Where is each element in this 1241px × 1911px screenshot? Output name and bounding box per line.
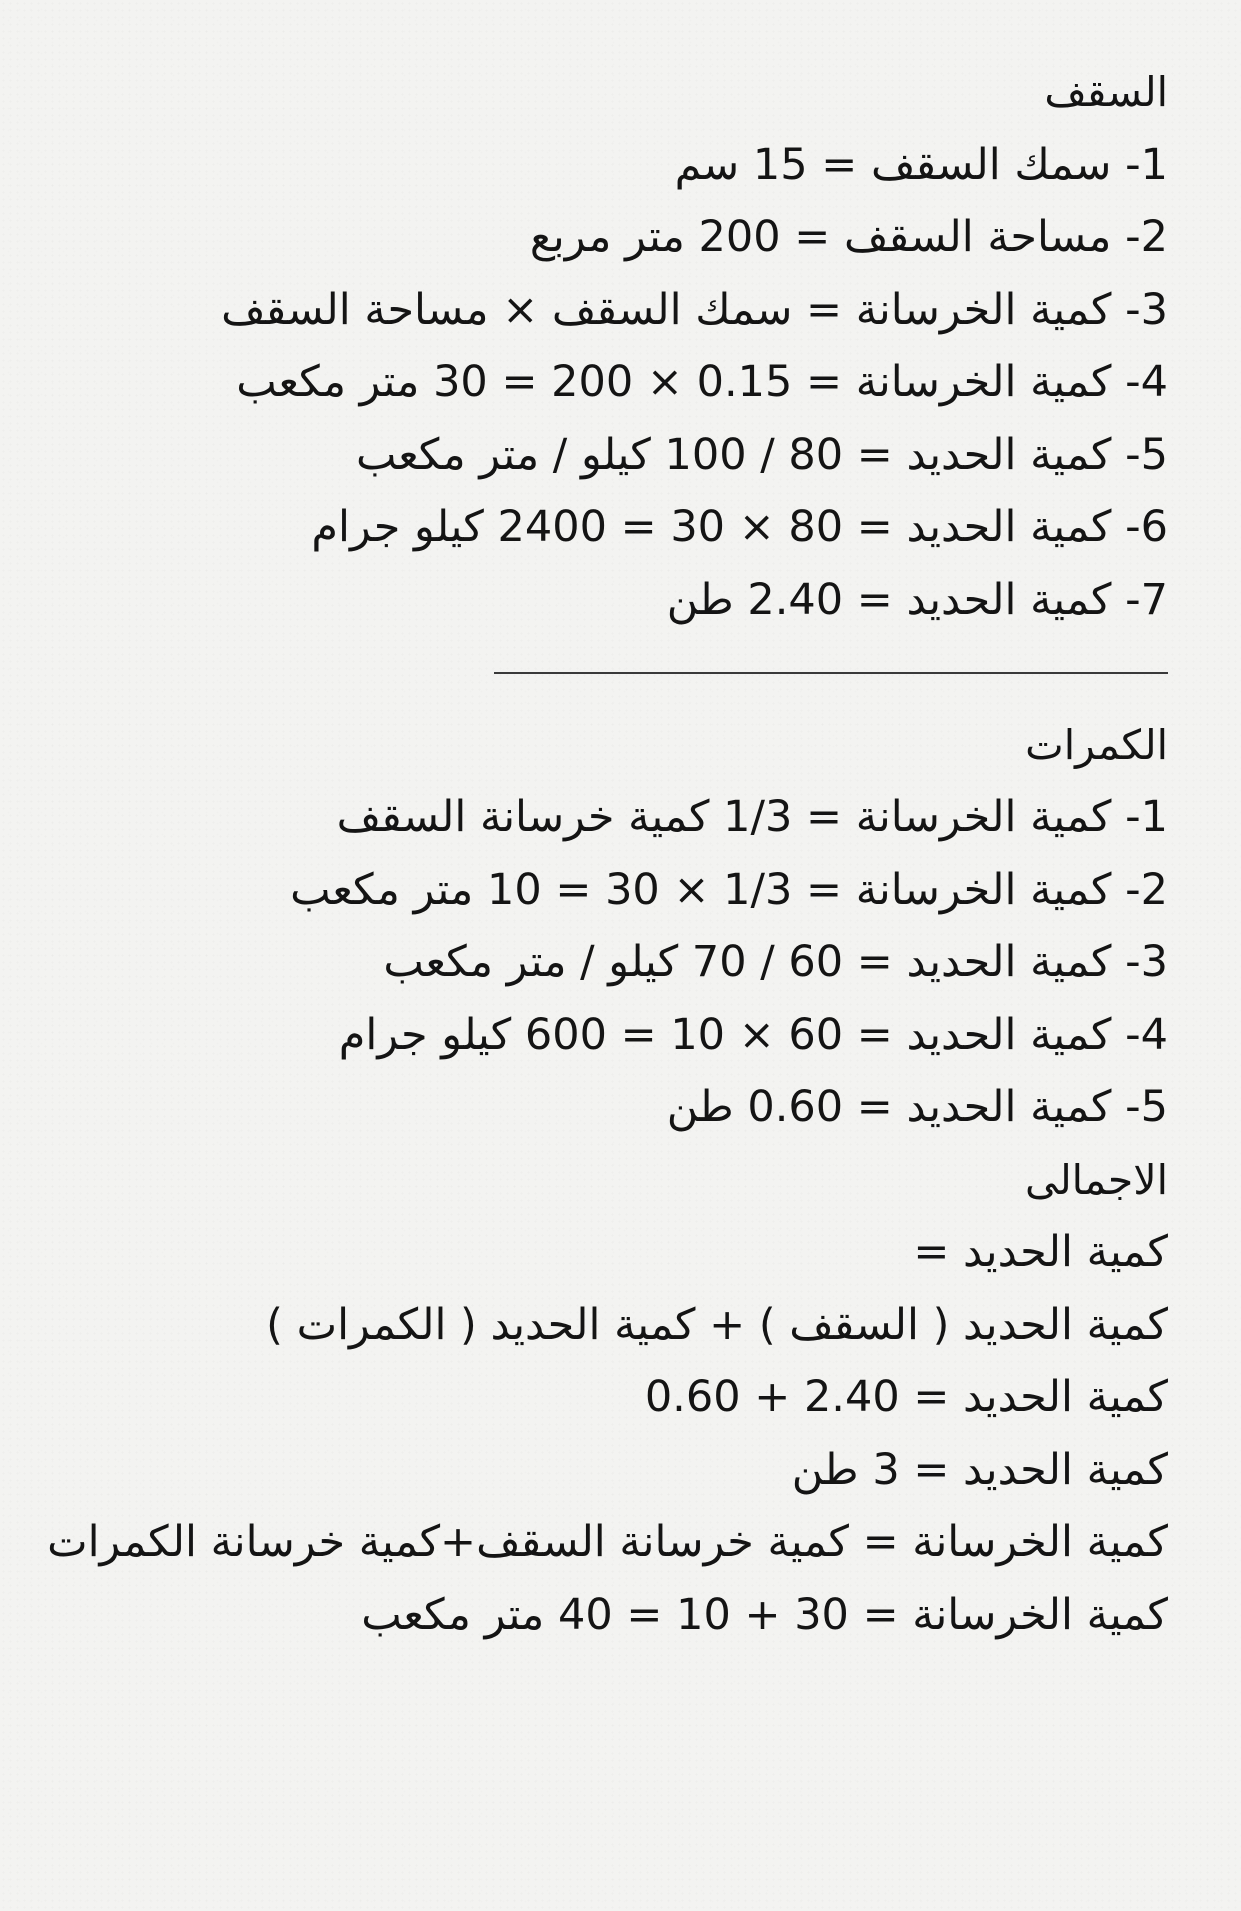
beams-line-5: 5- كمية الحديد = 0.60 طن [666,1082,1168,1132]
beams-line-3: 3- كمية الحديد = 60 / 70 كيلو / متر مكعب [383,937,1168,987]
total-line-5: كمية الخرسانة = كمية خرسانة السقف+كمية خرسانة الكمرات [47,1517,1168,1567]
beams-heading: الكمرات [1025,720,1168,769]
beams-line-4: 4- كمية الحديد = 60 × 10 = 600 كيلو جرام [338,1009,1168,1060]
total-line-4: كمية الحديد = 3 طن [791,1444,1168,1495]
total-line-2: كمية الحديد ( السقف ) + كمية الحديد ( الكمرات ) [266,1299,1168,1350]
roof-line-5: 5- كمية الحديد = 80 / 100 كيلو / متر مكعب [355,429,1168,480]
total-line-3: كمية الحديد = 2.40 + 0.60 [644,1372,1168,1422]
roof-line-4: 4- كمية الخرسانة = 0.15 × 200 = 30 متر مكعب [236,357,1168,407]
note-body [0,56,1168,1651]
roof-line-6: 6- كمية الحديد = 80 × 30 = 2400 كيلو جرام [311,502,1168,552]
section-divider [494,672,1168,674]
roof-line-3: 3- كمية الخرسانة = سمك السقف × مساحة السقف [221,284,1168,335]
total-heading: الاجمالى [1025,1155,1168,1204]
total-line-6: كمية الخرسانة = 30 + 10 = 40 متر مكعب [361,1589,1168,1640]
beams-line-1: 1- كمية الخرسانة = 1/3 كمية خرسانة السقف [336,792,1168,842]
total-line-1: كمية الحديد = [913,1227,1168,1277]
beams-line-2: 2- كمية الخرسانة = 1/3 × 30 = 10 متر مكعب [290,864,1168,915]
roof-line-1: 1- سمك السقف = 15 سم [674,139,1168,190]
roof-line-2: 2- مساحة السقف = 200 متر مربع [529,212,1168,262]
section-divider-row [0,636,1168,709]
roof-line-7: 7- كمية الحديد = 2.40 طن [666,574,1168,625]
roof-heading: السقف [1044,68,1168,116]
